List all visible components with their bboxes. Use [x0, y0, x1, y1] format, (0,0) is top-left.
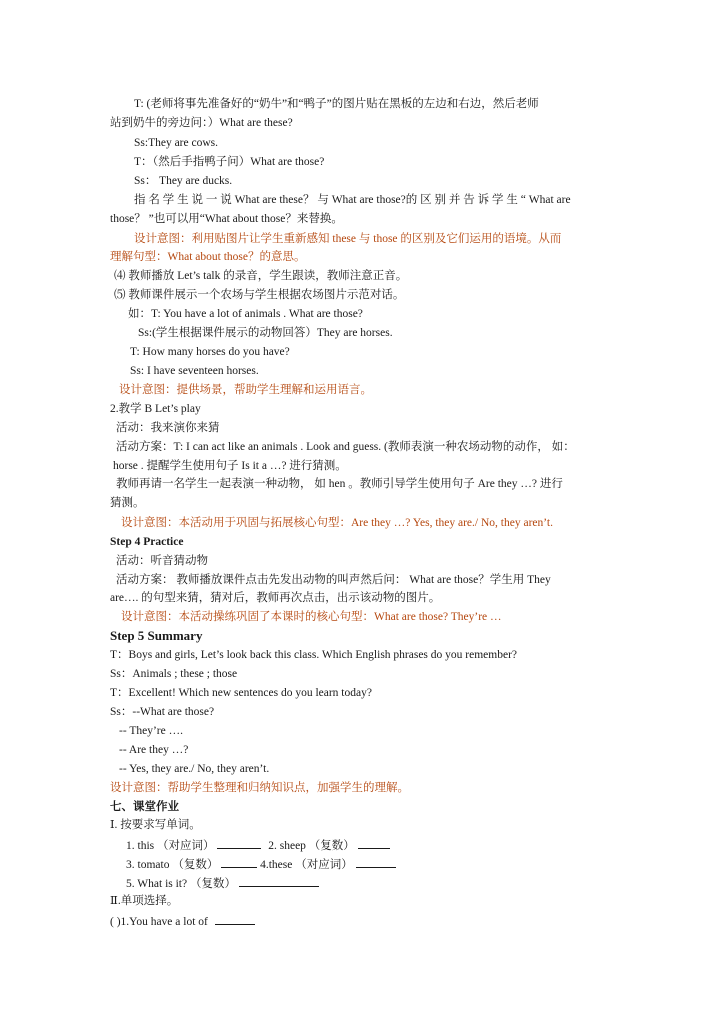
body-text: 活动：听音猜动物 [116, 555, 208, 567]
dialogue-line: T：Excellent! Which new sentences do you learn today? [110, 687, 372, 699]
exercise-heading: Ⅰ. 按要求写单词。 [110, 819, 201, 831]
body-text: ⑷ 教师播放 Let’s talk 的录音，学生跟读，教师注意正音。 [114, 270, 408, 282]
body-text: horse . 提醒学生使用句子 Is it a …? 进行猜测。 [113, 460, 347, 472]
exercise-prompt: 4.these （对应词） [260, 859, 353, 871]
section-heading: 七、课堂作业 [110, 801, 179, 813]
dialogue-line: T: How many horses do you have? [130, 346, 290, 358]
exercise-item [126, 856, 396, 872]
exercise-prompt: ( )1.You have a lot of [110, 916, 208, 928]
dialogue-line: 如：T: You have a lot of animals . What are those? [128, 308, 363, 320]
design-intent-note: 设计意图：本活动用于巩固与拓展核心句型：Are they …? Yes, they are./ No, they aren’t. [121, 517, 553, 529]
dialogue-line: -- Are they …? [119, 744, 189, 756]
body-text: 猜测。 [110, 497, 145, 509]
dialogue-line: Ss:They are cows. [134, 137, 218, 149]
dialogue-line: Ss： They are ducks. [134, 175, 233, 187]
body-text: are…. 的句型来猜，猜对后，教师再次点击，出示该动物的图片。 [110, 592, 441, 604]
design-intent-note: 设计意图：利用贴图片让学生重新感知 these 与 those 的区别及它们运用的语境。从而 [134, 233, 562, 245]
section-heading: 2.教学 B Let’s play [110, 403, 201, 415]
body-text: those？ ”也可以用“What about those？来替换。 [110, 213, 343, 225]
answer-blank[interactable] [215, 913, 255, 925]
exercise-item [110, 913, 255, 929]
answer-blank[interactable] [221, 856, 257, 868]
exercise-prompt: 5. What is it? （复数） [126, 878, 236, 890]
dialogue-line: T：（然后手指鸭子问）What are those? [134, 156, 325, 168]
exercise-item [126, 875, 319, 891]
dialogue-line: T：Boys and girls, Let’s look back this class. Which English phrases do you remember? [110, 649, 518, 661]
answer-blank[interactable] [239, 875, 319, 887]
design-intent-note: 理解句型：What about those？的意思。 [110, 251, 306, 263]
answer-blank[interactable] [358, 837, 390, 849]
exercise-prompt: 2. sheep （复数） [268, 840, 355, 852]
step-heading: Step 5 Summary [110, 628, 203, 643]
body-text: 活动方案： 教师播放课件点击先发出动物的叫声然后问： What are those？学生用 They [116, 574, 551, 586]
dialogue-line: -- Yes, they are./ No, they aren’t. [119, 763, 270, 775]
exercise-prompt: 1. this （对应词） [126, 840, 215, 852]
exercise-heading: Ⅱ.单项选择。 [110, 895, 179, 907]
design-intent-note: 设计意图：提供场景，帮助学生理解和运用语言。 [119, 384, 372, 396]
step-heading: Step 4 Practice [110, 536, 184, 548]
design-intent-note: 设计意图：本活动操练巩固了本课时的核心句型：What are those? They’re … [121, 611, 502, 623]
body-text: 活动：我来演你来猜 [116, 422, 220, 434]
exercise-item [126, 837, 390, 853]
body-text: 站到奶牛的旁边问：）What are these? [110, 117, 293, 129]
body-text: 指 名 学 生 说 一 说 What are these？ 与 What are those?的 区 别 并 告 诉 学 生 “ What are [134, 194, 571, 206]
dialogue-line: Ss：Animals ; these ; those [110, 668, 238, 680]
body-text: 活动方案：T: I can act like an animals . Look and guess. (教师表演一种农场动物的动作， 如： [116, 441, 575, 453]
answer-blank[interactable] [217, 837, 261, 849]
exercise-prompt: 3. tomato （复数） [126, 859, 219, 871]
dialogue-line: Ss:(学生根据课件展示的动物回答）They are horses. [138, 327, 393, 339]
dialogue-line: Ss: I have seventeen horses. [130, 365, 259, 377]
answer-blank[interactable] [356, 856, 396, 868]
body-text: ⑸ 教师课件展示一个农场与学生根据农场图片示范对话。 [114, 289, 405, 301]
dialogue-line: Ss：--What are those? [110, 706, 215, 718]
body-text: T: (老师将事先准备好的“奶牛”和“鸭子”的图片贴在黑板的左边和右边，然后老师 [134, 98, 539, 110]
dialogue-line: -- They’re …. [119, 725, 183, 737]
design-intent-note: 设计意图：帮助学生整理和归纳知识点，加强学生的理解。 [110, 782, 409, 794]
body-text: 教师再请一名学生一起表演一种动物， 如 hen 。教师引导学生使用句子 Are they …? 进行 [116, 478, 563, 490]
